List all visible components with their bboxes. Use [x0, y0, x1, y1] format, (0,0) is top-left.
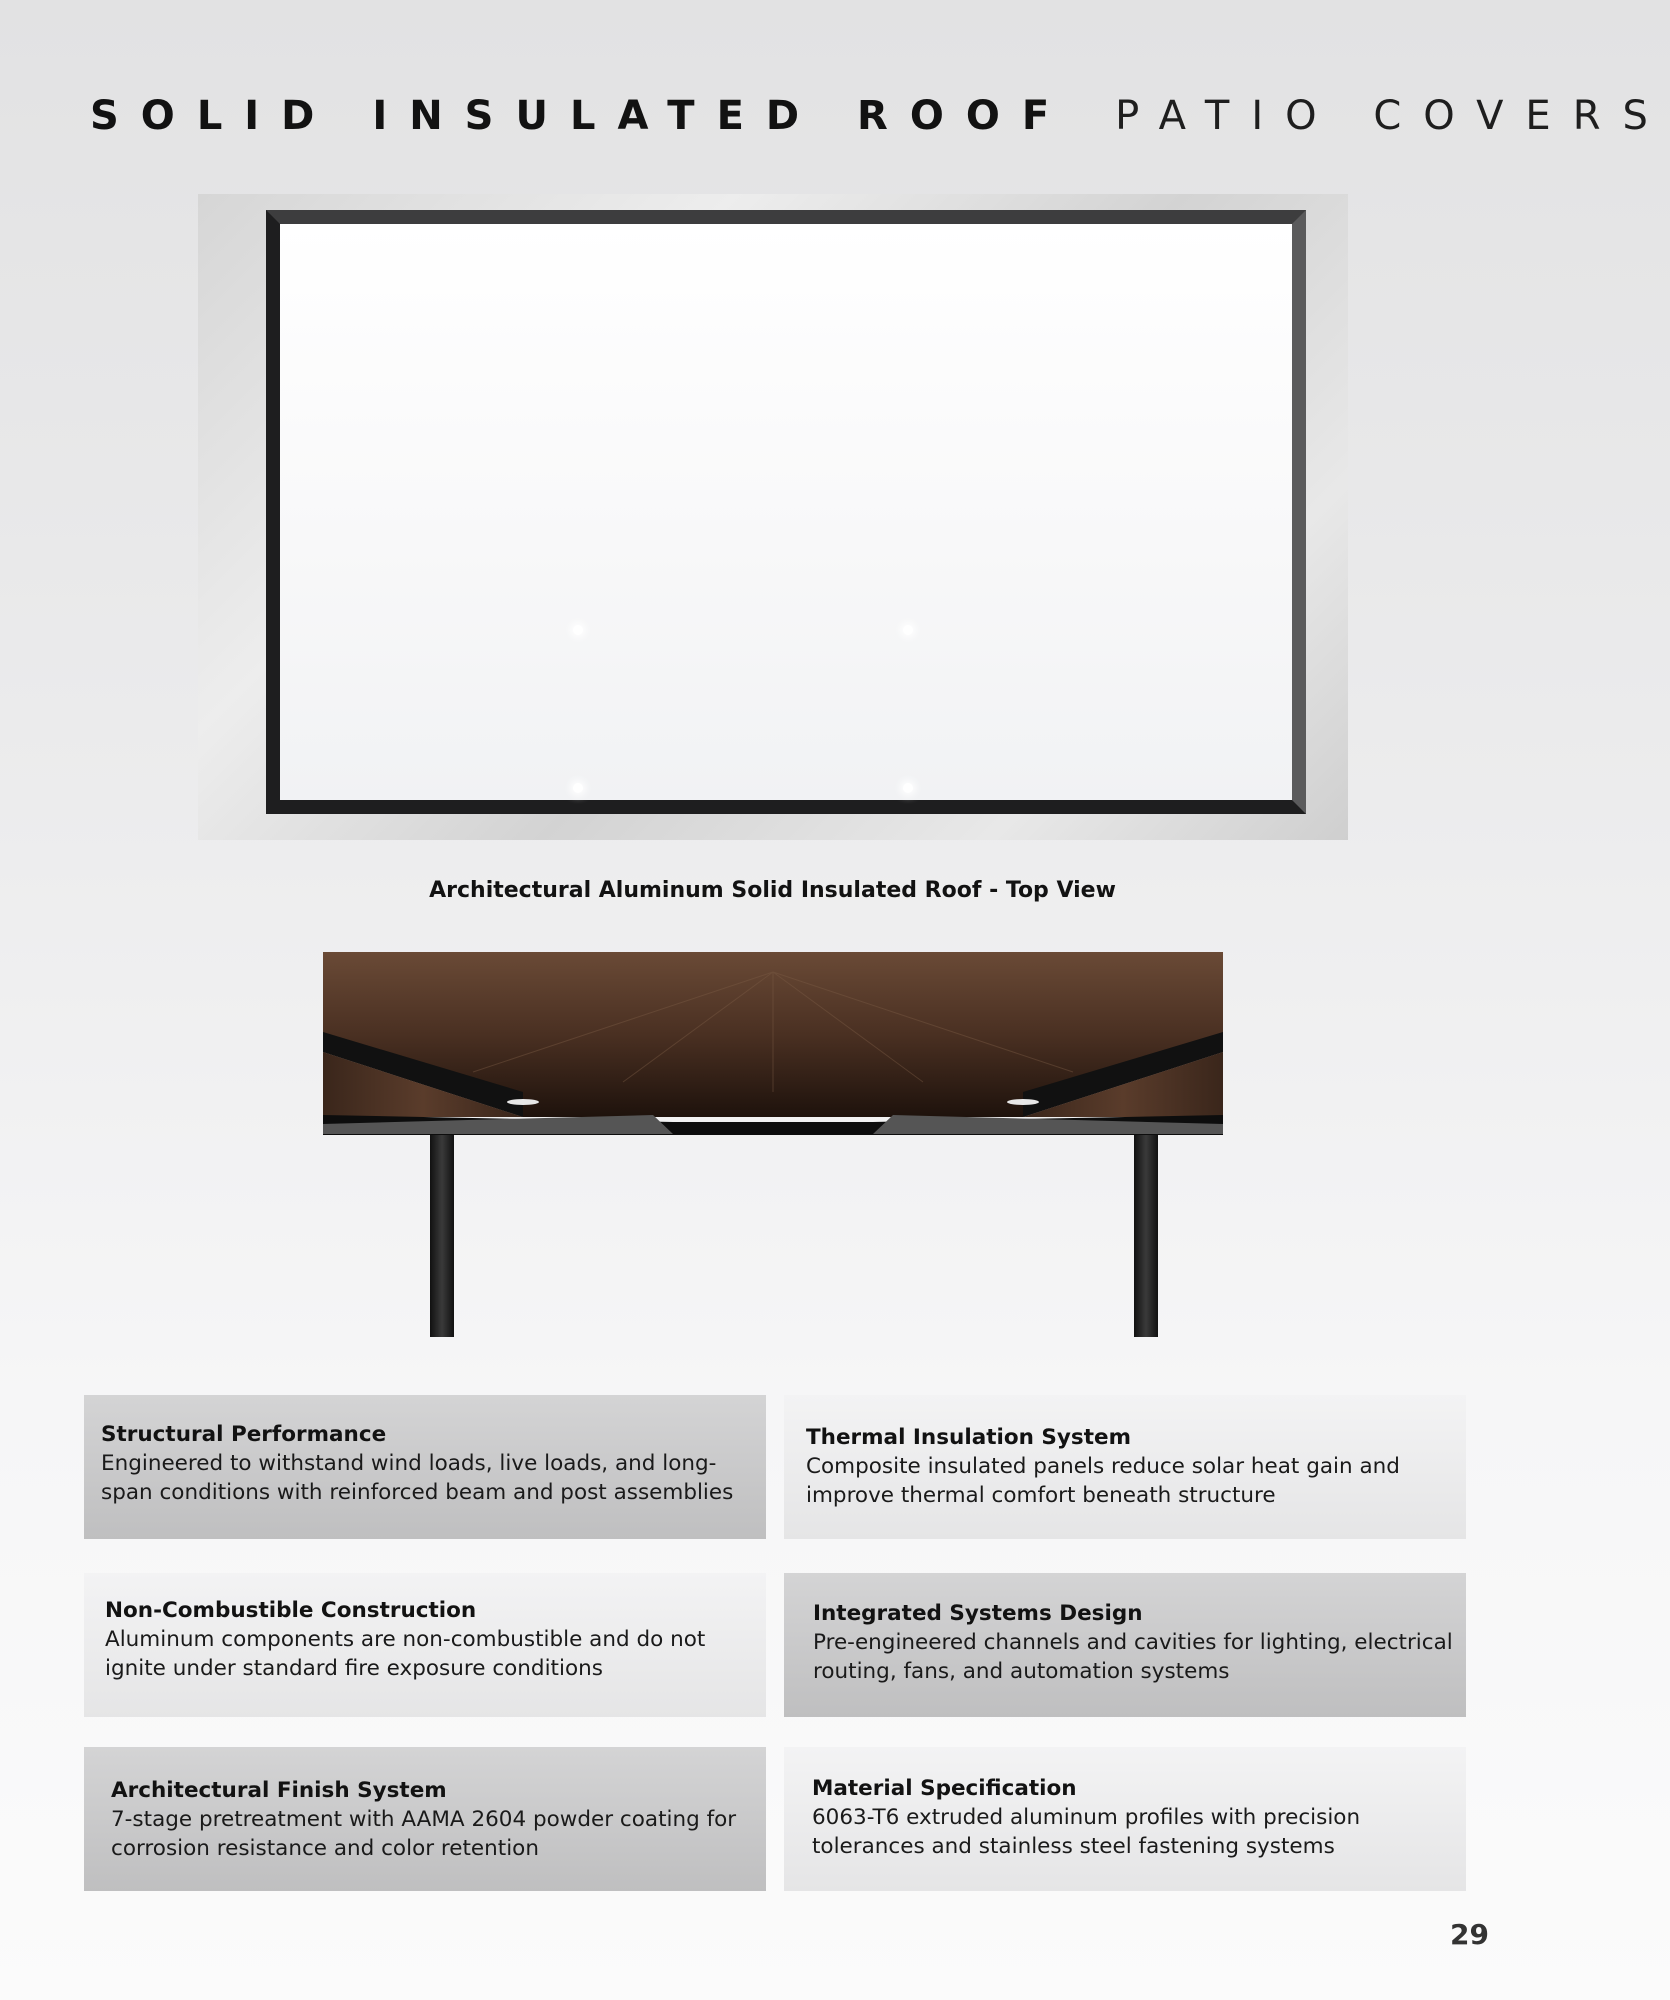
feature-title: Integrated Systems Design	[813, 1601, 1143, 1626]
downlight-dot	[903, 625, 913, 635]
page-title-bold: SOLID INSULATED ROOF	[90, 93, 1072, 139]
page-title-light: PATIO COVERS	[1115, 93, 1670, 139]
downlight-dot	[573, 625, 583, 635]
feature-title: Thermal Insulation System	[806, 1425, 1131, 1450]
feature-title: Non-Combustible Construction	[105, 1598, 477, 1623]
feature-title: Structural Performance	[101, 1422, 387, 1447]
feature-card-material-specification	[784, 1747, 1466, 1891]
page-title	[90, 88, 1670, 144]
feature-card-integrated-systems	[784, 1573, 1466, 1717]
roof-frame	[266, 210, 1306, 814]
top-view-image	[198, 194, 1348, 840]
page-number: 29	[1450, 1918, 1489, 1951]
feature-card-non-combustible	[84, 1573, 766, 1717]
feature-title: Architectural Finish System	[111, 1778, 447, 1803]
feature-card-thermal-insulation	[784, 1395, 1466, 1539]
feature-body: Pre-engineered channels and cavities for lighting, electrical routing, fans, and automation systems	[813, 1630, 1453, 1684]
underside-perspective-image	[323, 952, 1223, 1337]
feature-body: 6063-T6 extruded aluminum profiles with precision tolerances and stainless steel fastening systems	[812, 1805, 1361, 1859]
feature-body: Aluminum components are non-combustible and do not ignite under standard fire exposure conditions	[105, 1627, 706, 1681]
feature-body: Engineered to withstand wind loads, live loads, and long-span conditions with reinforced beam and post assemblies	[101, 1451, 734, 1505]
feature-card-structural-performance	[84, 1395, 766, 1539]
downlight-dot	[903, 783, 913, 793]
feature-card-architectural-finish	[84, 1747, 766, 1891]
feature-body: 7-stage pretreatment with AAMA 2604 powder coating for corrosion resistance and color retention	[111, 1807, 737, 1861]
top-view-caption: Architectural Aluminum Solid Insulated Roof - Top View	[429, 878, 1116, 903]
feature-body: Composite insulated panels reduce solar heat gain and improve thermal comfort beneath structure	[806, 1454, 1400, 1508]
downlight-dot	[573, 783, 583, 793]
feature-title: Material Specification	[812, 1776, 1077, 1801]
